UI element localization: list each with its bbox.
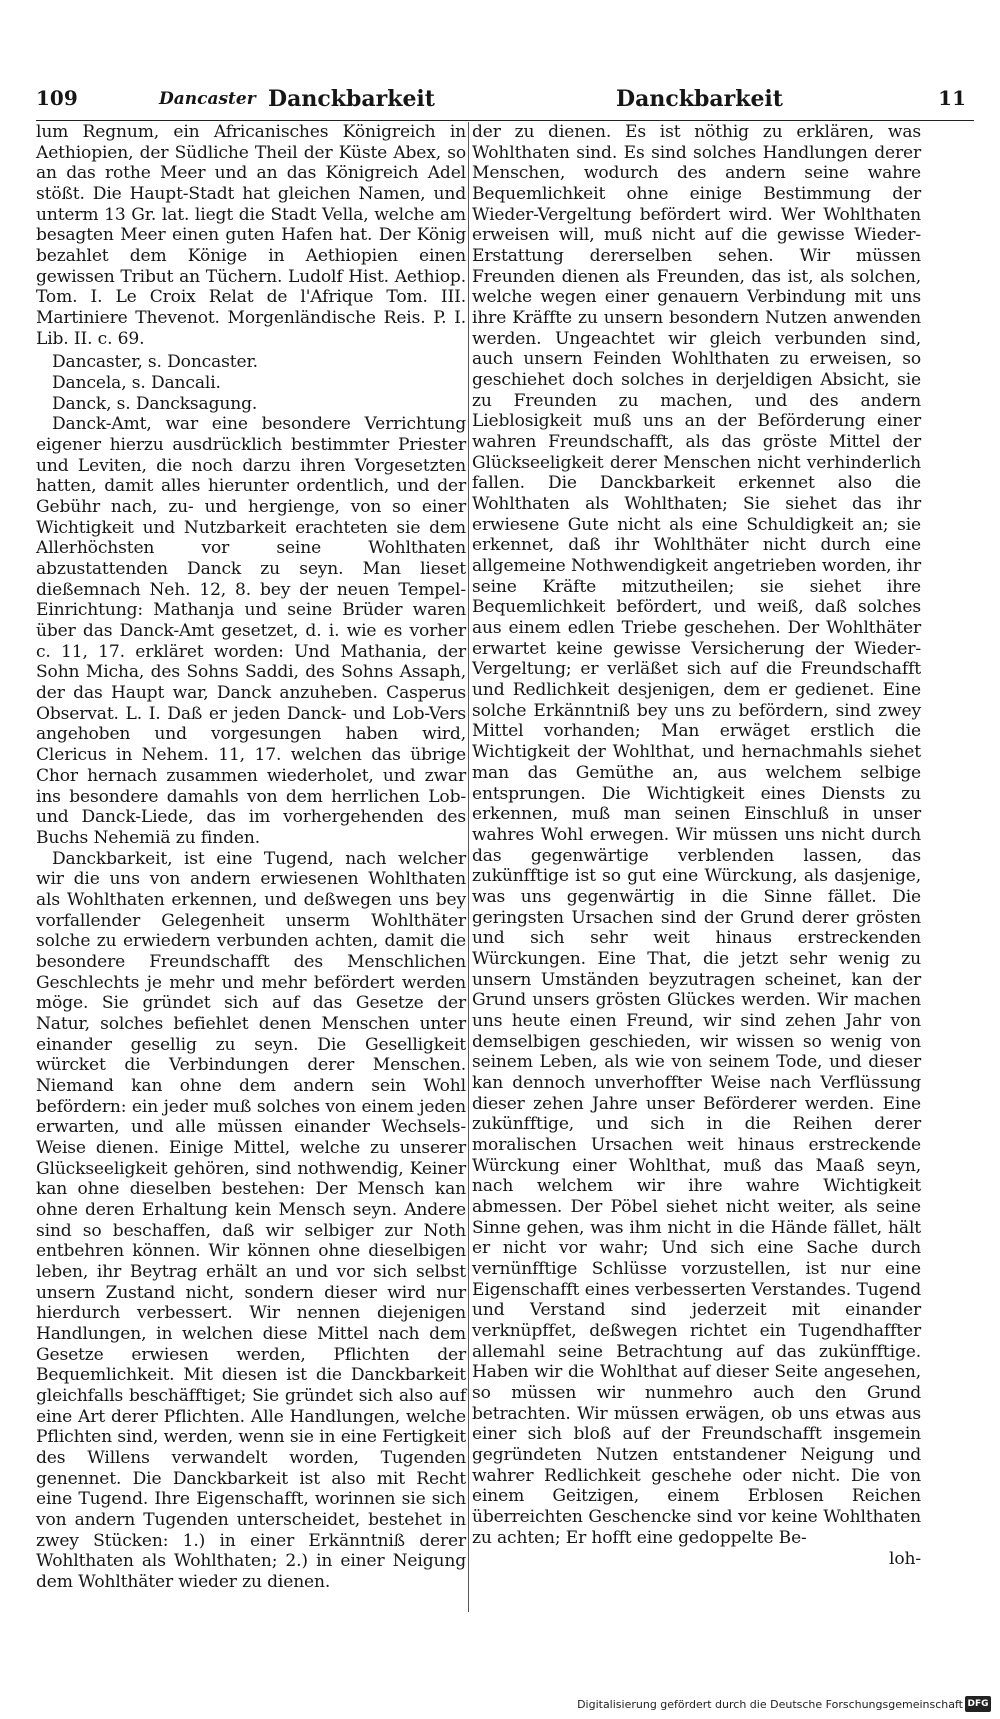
paragraph-danckbarkeit-continuation: der zu dienen. Es ist nöthig zu erklären, was Wohlthaten sind. Es sind solches Handlungen derer Menschen, wodurch des andern seine wahre Bequemlichkeit ohne einige Bestimmung der Wieder-Vergeltung befördert wird. Wer Wohlthaten erweisen will, muß nicht auf die gewisse Wieder-Erstattung dererselben sehen. Wir müssen Freunden dienen als Freunden, das ist, als solchen, welche wegen einer genauern Verbindung mit uns ihre Kräffte zu unsern besondern Nutzen anwenden werden. Ungeachtet wir gleich verbunden sind, auch unsern Feinden Wohlthaten zu erweisen, so geschiehet doch solches in derjeldigen Absicht, sie zu Freunden zu machen, und des andern Lieblosigkeit muß uns an der Beförderung einer wahren Freundschafft, als das gröste Mittel der Glückseeligkeit derer Menschen nicht verhinderlich fallen. Die Danckbarkeit erkennet also die Wohlthaten als Wohlthaten; Sie siehet das ihr erwiesene Gute nicht als eine Schuldigkeit an; sie erkennet, daß ihr Wohlthäter nicht durch eine allgemeine Nothwendigkeit angetrieben worden, ihr seine Kräfte mitzutheilen; sie siehet ihre Bequemlichkeit befördert, und weiß, daß solches aus einem edlen Triebe geschehen. Der Wohlthäter erwartet keine gewisse Versicherung der Wieder-Vergeltung; er verläßet sich auf die Freundschafft und Redlichkeit desjenigen, dem er gedienet. Eine solche Erkänntniß bey uns zu befördern, sind zwey Mittel vorhanden; Man erwäget erstlich die Wichtigkeit der Wohlthat, und hernachmahls siehet man das Gemüthe an, aus welchem selbige entsprungen. Die Wichtigkeit eines Diensts zu erkennen, muß man seinen Einschluß in unser wahres Wohl erwegen. Wir müssen uns nicht durch das gegenwärtige verblenden lassen, das zukünfftige ist so gut eine Würckung, als dasjenige, was uns gegenwärtig in die Sinne fället. Die geringsten Ursachen sind der Grund derer grösten und sich sehr weit hinaus erstreckenden Würckungen. Eine That, die jetzt sehr wenig zu unsern Umständen beyzutragen scheinet, kan der Grund unsers grösten Glückes werden. Wir machen uns heute einen Freund, wir sind zehen Jahr von demselbigen geschieden, wir wissen so wenig von seinem Leben, als wie von seinem Tode, und dieser kan dennoch unverhoffter Weise nach Verflüssung dieser zehen Jahre unser Beförderer werden. Eine zukünfftige, und sich in die Reihen derer moralischen Ursachen weit hinaus erstreckende Würckung einer Wohlthat, muß das Maaß seyn, nach welchem wir ihre wahre Wichtigkeit abmessen. Der Pöbel siehet nicht weiter, als seine Sinne gehen, was ihm nicht in die Hände fället, hält er nicht vor wahr; Und sich eine Sache durch vernünfftige Schlüsse vorzustellen, ist nur eine Eigenschafft eines verbesserten Verstandes. Tugend und Verstand sind jederzeit mit einander verknüpffet, deßwegen richtet ein Tugendhaffter allemahl seine Betrachtung auf das zukünfftige. Haben wir die Wohlthat auf dieser Seite angesehen, so müssen wir nunmehro auch den Grund betrachten. Wir müssen erwägen, ob uns etwas aus einer sich bloß auf der Freundschafft insgemein gegründeten Nutzen entstandener Neigung und wahrer Redlichkeit geschehe oder nicht. Die von einem Geitzigen, einem Erblosen Reichen überreichten Geschencke sind vor keine Wohlthaten zu achten; Er hofft eine gedoppelte Be- [472, 122, 921, 1548]
header-catchword: Dancaster [159, 89, 256, 109]
digitization-footer [577, 1694, 995, 1716]
funding-credit: Digitalisierung gefördert durch die Deutsche Forschungsgemeinschaft [577, 1698, 963, 1711]
catchword-bottom: loh- [889, 1549, 921, 1570]
entry-dancela: Dancela, s. Dancali. [52, 373, 221, 394]
entry-danck-amt: Danck-Amt, war eine besondere Verrichtung eigener hierzu ausdrücklich bestimmter Priester und Leviten, die noch darzu ihren Vorgesetzten hatten, damit alles hierunter ordentlich, und der Gebühr nach, zu- und hergienge, von so einer Wichtigkeit und Nutzbarkeit erachteten sie dem Allerhöchsten vor seine Wohlthaten abzustattenden Danck zu seyn. Man lieset dießemnach Neh. 12, 8. bey der neuen Tempel-Einrichtung: Mathanja und seine Brüder waren über das Danck-Amt gesetzet, d. i. wie es vorher c. 11, 17. erkläret worden: Und Mathania, der Sohn Micha, des Sohns Saddi, des Sohns Assaph, der das Haupt war, Danck anzuheben. Casperus Observat. L. I. Daß er jeden Danck- und Lob-Vers angehoben und vorgesungen haben wird, Clericus in Nehem. 11, 17. welchen das übrige Chor hernach zusammen wiederholet, und zwar ins besondere damahls von dem herrlichen Lob- und Danck-Liede, das im vorhergehenden des Buchs Nehemiä zu finden. [36, 414, 466, 848]
header-title-left: Danckbarkeit [268, 86, 435, 112]
right-column [472, 122, 921, 1570]
page-number-right: 11 [938, 86, 966, 110]
column-divider [468, 122, 469, 1612]
header-rule [36, 120, 974, 121]
header-title-right: Danckbarkeit [616, 86, 783, 112]
entry-danckbarkeit: Danckbarkeit, ist eine Tugend, nach welcher wir die uns von andern erwiesenen Wohlthaten als Wohlthaten erkennen, und deßwegen uns bey vorfallender Gelegenheit unserm Wohlthäter solche zu erwiedern verbunden achten, damit die besondere Freundschafft des Menschlichen Geschlechts je mehr und mehr befördert werden möge. Sie gründet sich auf das Gesetze der Natur, solches befiehlet denen Menschen unter einander gesellig zu seyn. Die Geselligkeit würcket die Verbindungen derer Menschen. Niemand kan ohne dem andern sein Wohl befördern: ein jeder muß solches von einem jeden erwarten, und alle müssen einander Wechsels-Weise dienen. Einige Mittel, welche zu unserer Glückseeligkeit gehören, sind nothwendig, Keiner kan ohne dieselben bestehen: Der Mensch kan ohne deren Erhaltung kein Mensch seyn. Andere sind so beschaffen, daß wir selbiger zur Noth entbehren können. Wir können ohne dieselbigen leben, ihr Beytrag erhält an und vor sich selbst unsern Zustand nicht, sondern dieser wird nur hierdurch verbessert. Wir nennen diejenigen Handlungen, in welchen diese Mittel nach dem Gesetze erwiesen werden, Pflichten der Bequemlichkeit. Mit diesen ist die Danckbarkeit gleichfalls beschäfftiget; Sie gründet sich also auf eine Art derer Pflichten. Alle Handlungen, welche Pflichten sind, werden, wenn sie in eine Fertigkeit des Willens verwandelt worden, Tugenden genennet. Die Danckbarkeit ist also mit Recht eine Tugend. Ihre Eigenschafft, worinnen sie sich von andern Tugenden unterscheidet, bestehet in zwey Stücken: 1.) in einer Erkänntniß derer Wohlthaten als Wohlthaten; 2.) in einer Neigung dem Wohlthäter wieder zu dienen. [36, 848, 466, 1593]
running-header [36, 86, 980, 116]
left-column [36, 122, 466, 1593]
entry-danck: Danck, s. Dancksagung. [52, 393, 258, 414]
page-number-left: 109 [36, 86, 78, 110]
entry-dancaster: Dancaster, s. Doncaster. [52, 352, 258, 373]
paragraph-dancali-continuation: lum Regnum, ein Africanisches Königreich in Aethiopien, der Südliche Theil der Küste Abex, so an das rothe Meer und an das Königreich Adel stößt. Die Haupt-Stadt hat gleichen Namen, und unterm 13 Gr. lat. liegt die Stadt Vella, welche am besagten Meer einen guten Hafen hat. Der König bezahlet dem Könige in Aethiopien einen gewissen Tribut an Tüchern. Ludolf Hist. Aethiop. Tom. I. Le Croix Relat de l'Afrique Tom. III. Martiniere Thevenot. Morgenländische Reis. P. I. Lib. II. c. 69. [36, 122, 466, 349]
dfg-logo: DFG [965, 1696, 991, 1712]
